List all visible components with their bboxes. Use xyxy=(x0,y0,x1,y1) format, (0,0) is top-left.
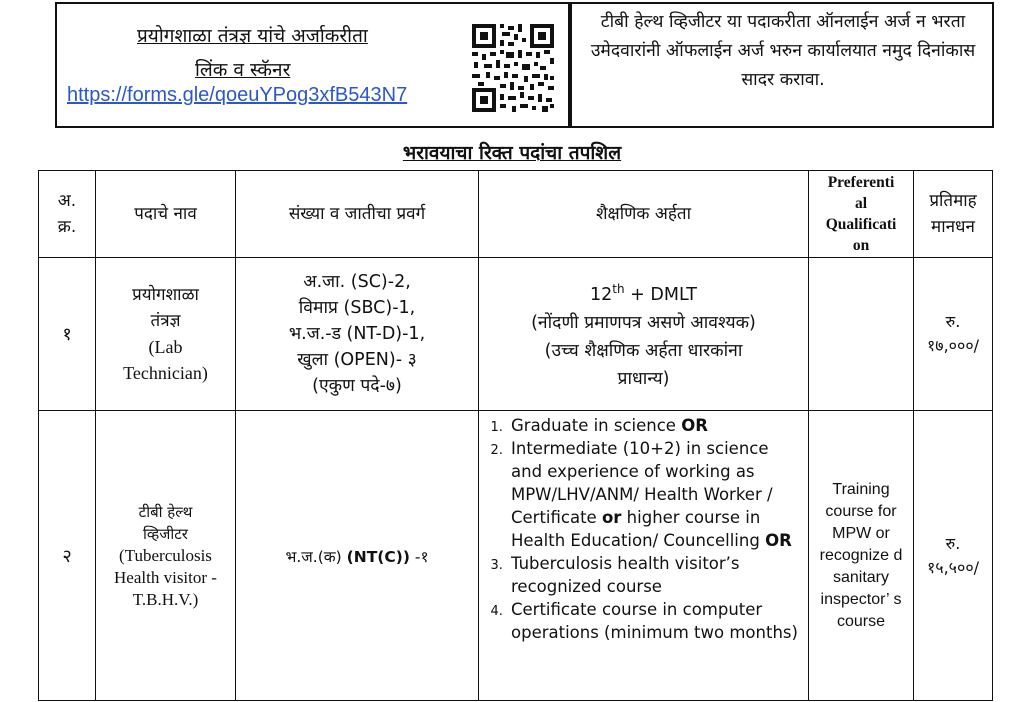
row1-count-l1: अ.जा. (SC)-2, xyxy=(303,272,411,292)
row2-q2-bold1: or xyxy=(601,508,622,527)
row2-pay xyxy=(914,411,993,701)
table-title xyxy=(0,139,1024,165)
row1-count-l5: (एकुण पदे-७) xyxy=(312,376,402,396)
header-pay-l1: प्रतिमाह xyxy=(929,191,977,211)
offline-notice-box xyxy=(570,2,994,128)
row1-edu-sup: th xyxy=(612,282,625,297)
row1-count-l2: विमाप्र (SBC)-1, xyxy=(298,298,416,318)
row2-pay-l2: १५,५००/ xyxy=(926,557,980,577)
row2-q1-text: Graduate in science xyxy=(511,416,682,435)
header-education: शैक्षणिक अर्हता xyxy=(479,171,809,258)
row2-count-bold: (NT(C)) xyxy=(346,547,410,566)
row1-serial: १ xyxy=(39,258,96,411)
row2-pay-l1: रु. xyxy=(945,533,961,553)
row1-post-l1: प्रयोगशाळा xyxy=(132,285,199,305)
header-preferential xyxy=(809,171,914,258)
row1-post-l3: (Lab xyxy=(148,337,183,357)
row2-q2-text: Intermediate (10+2) in science and experience of working as MPW/LHV/ANM/ Health Worker / Certificate xyxy=(511,439,773,527)
row2-qualification-list xyxy=(479,414,808,644)
row2-q1-bold: OR xyxy=(681,416,708,435)
row2-serial: २ xyxy=(39,411,96,701)
row1-post-l2: तंत्रज्ञ xyxy=(150,311,181,331)
qr-code-icon[interactable] xyxy=(470,22,556,114)
list-item xyxy=(507,414,802,437)
row1-count xyxy=(236,258,479,411)
row1-count-l4: खुला (OPEN)- ३ xyxy=(297,350,417,370)
header-pref-l2: al xyxy=(854,195,868,212)
offline-notice-text: टीबी हेल्थ व्हिजीटर या पदाकरीता ऑनलाईन अर्ज न भरता उमेदवारांनी ऑफलाईन अर्ज भरुन कार्यालयात नमुद दिनांकास सादर करावा. xyxy=(590,12,976,90)
list-item xyxy=(507,552,802,598)
header-pref-l4: on xyxy=(852,237,870,254)
application-link-box xyxy=(55,2,570,128)
row1-edu-l4: प्राधान्य) xyxy=(617,368,670,389)
row1-post xyxy=(96,258,236,411)
header-count: संख्या व जातीचा प्रवर्ग xyxy=(236,171,479,258)
row2-post xyxy=(96,411,236,701)
row1-edu-l3: (उच्च शैक्षणिक अर्हता धारकांना xyxy=(544,340,743,361)
row1-edu-rest: + DMLT xyxy=(624,284,697,305)
row2-post-l4: Health visitor - xyxy=(114,567,217,587)
row1-pay-l1: रु. xyxy=(945,312,961,331)
table-row xyxy=(39,258,993,411)
row2-q3-text: Tuberculosis health visitor’s recognized course xyxy=(511,554,740,596)
header-pay-l2: मानधन xyxy=(931,217,975,237)
application-subtitle: लिंक व स्कॅनर xyxy=(195,59,291,81)
row2-post-l3: (Tuberculosis xyxy=(119,545,212,565)
header-post: पदाचे नाव xyxy=(96,171,236,258)
table-row xyxy=(39,411,993,701)
row2-post-l2: व्हिजीटर xyxy=(143,524,188,543)
row2-q4-text: Certificate course in computer operations (minimum two months) xyxy=(511,600,798,642)
row1-edu-base: 12 xyxy=(590,284,613,305)
row2-count-prefix: भ.ज.(क) xyxy=(285,547,347,566)
row1-education xyxy=(479,258,809,411)
row2-post-l5: T.B.H.V.) xyxy=(132,589,199,609)
header-serial-l1: अ. xyxy=(57,191,77,211)
row1-edu-l2: (नोंदणी प्रमाणपत्र असणे आवश्यक) xyxy=(531,312,756,333)
row2-pref-text: Training course for MPW or recognize d sanitary inspector’ s course xyxy=(819,480,903,630)
row2-count xyxy=(236,411,479,701)
row1-preferential xyxy=(809,258,914,411)
header-serial-l2: क्र. xyxy=(57,217,77,237)
application-form-link[interactable]: https://forms.gle/qoeuYPog3xfB543N7 xyxy=(67,84,408,106)
row2-education xyxy=(479,411,809,701)
table-title-text: भरावयाचा रिक्त पदांचा तपशिल xyxy=(402,142,622,164)
row1-post-l4: Technician) xyxy=(123,363,208,383)
row1-pay-l2: १७,०००/ xyxy=(926,336,980,355)
row1-edu-l1 xyxy=(479,275,808,309)
row2-q2-bold2: OR xyxy=(765,531,792,550)
header-pref-l3: Qualificati xyxy=(825,216,897,233)
table-header-row xyxy=(39,171,993,258)
row2-post-l1: टीबी हेल्थ xyxy=(138,502,193,521)
header-serial xyxy=(39,171,96,258)
header-pay xyxy=(914,171,993,258)
list-item xyxy=(507,598,802,644)
row2-q2-text2: higher course in Health Education/ Councelling xyxy=(511,508,766,550)
vacancy-table xyxy=(38,170,993,701)
row2-count-suffix: -१ xyxy=(409,547,429,566)
row1-pay xyxy=(914,258,993,411)
header-pref-l1: Preferenti xyxy=(827,174,895,191)
list-item xyxy=(507,437,802,552)
row1-count-l3: भ.ज.-ड (NT-D)-1, xyxy=(288,324,426,344)
row2-preferential xyxy=(809,411,914,701)
application-title: प्रयोगशाळा तंत्रज्ञ यांचे अर्जाकरीता xyxy=(137,25,368,47)
